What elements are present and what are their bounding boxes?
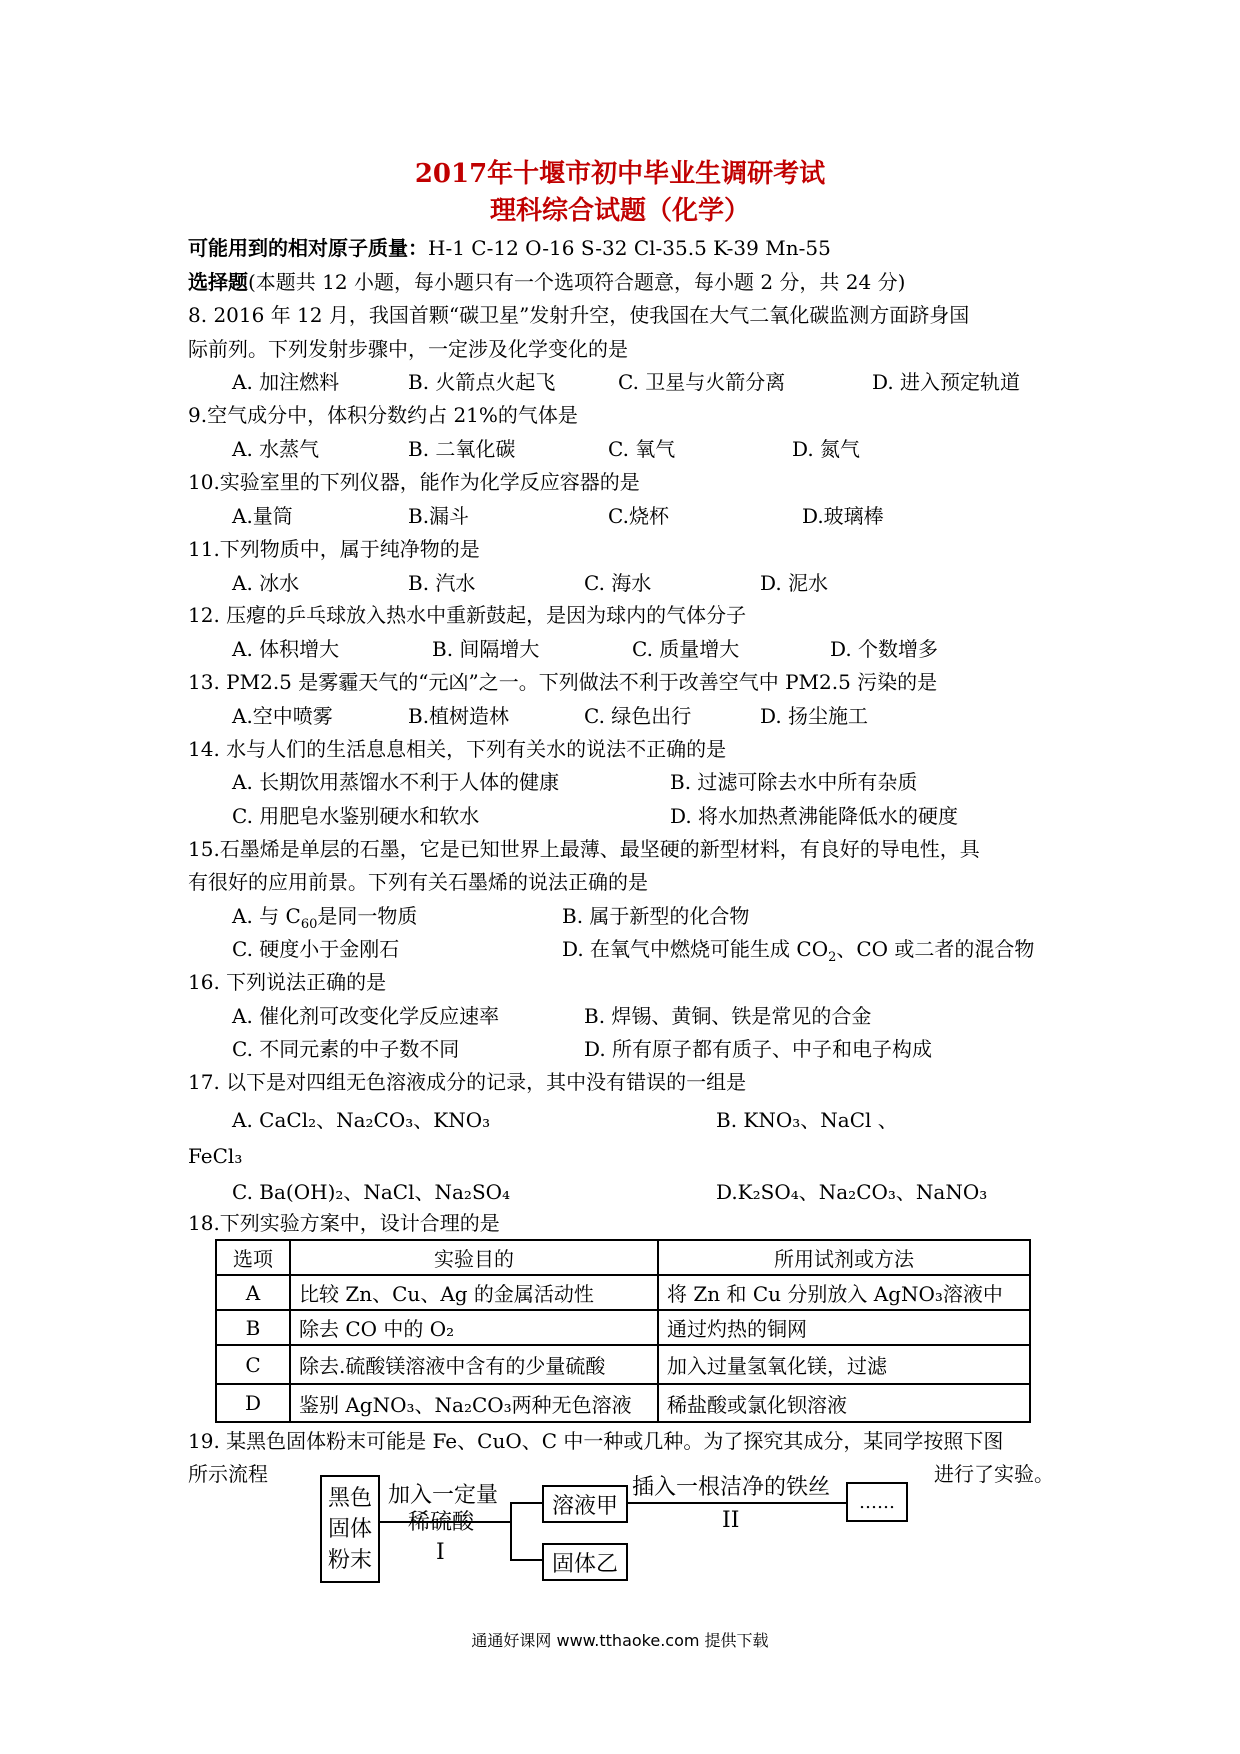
table-header-purpose: 实验目的 <box>290 1240 658 1275</box>
q8-stem-1: 8. 2016 年 12 月，我国首颗“碳卫星”发射升空，使我国在大气二氧化碳监测方面跻身国 <box>188 303 970 327</box>
q9-stem: 9.空气成分中，体积分数约占 21%的气体是 <box>188 403 578 427</box>
flow-arrow-step2 <box>628 1502 846 1504</box>
q19-stem-1: 19. 某黑色固体粉末可能是 Fe、CuO、C 中一种或几种。为了探究其成分，某同学按照下图 <box>188 1429 1004 1453</box>
q16-option-d: D. 所有原子都有质子、中子和电子构成 <box>584 1037 933 1061</box>
q16-stem: 16. 下列说法正确的是 <box>188 970 387 994</box>
q17-option-b-continued: FeCl₃ <box>188 1144 243 1168</box>
table-cell-purpose: 比较 Zn、Cu、Ag 的金属活动性 <box>290 1275 658 1310</box>
q12-option-b: B. 间隔增大 <box>432 637 540 661</box>
flow-box-black-powder-label: 黑色固体粉末 <box>327 1485 372 1573</box>
q15-option-c: C. 硬度小于金刚石 <box>232 937 400 961</box>
section-header <box>188 269 905 295</box>
table-header-option: 选项 <box>216 1240 290 1275</box>
table-row <box>216 1384 1030 1422</box>
flow-branch-to-solid <box>510 1559 542 1561</box>
experiment-table <box>215 1239 1031 1423</box>
q11-option-c: C. 海水 <box>584 571 652 595</box>
q16-option-a: A. 催化剂可改变化学反应速率 <box>232 1004 500 1028</box>
q15-option-a-subscript: 60 <box>300 917 318 932</box>
q10-option-d: D.玻璃棒 <box>802 504 884 528</box>
q14-option-a: A. 长期饮用蒸馏水不利于人体的健康 <box>232 770 560 794</box>
atomic-mass-line <box>188 235 831 261</box>
q17-stem: 17. 以下是对四组无色溶液成分的记录，其中没有错误的一组是 <box>188 1070 747 1094</box>
table-cell-method: 加入过量氢氧化镁，过滤 <box>658 1345 1030 1384</box>
q12-option-c: C. 质量增大 <box>632 637 740 661</box>
q15-option-a <box>232 903 417 938</box>
q13-option-a: A.空中喷雾 <box>232 704 333 728</box>
table-cell-method: 通过灼热的铜网 <box>658 1310 1030 1345</box>
q11-option-d: D. 泥水 <box>760 571 829 595</box>
flow-step2-number: II <box>722 1508 740 1533</box>
q17-option-a: A. CaCl₂、Na₂CO₃、KNO₃ <box>232 1108 491 1132</box>
q14-option-c: C. 用肥皂水鉴别硬水和软水 <box>232 804 480 828</box>
q8-option-a: A. 加注燃料 <box>232 370 340 394</box>
q12-option-a: A. 体积增大 <box>232 637 340 661</box>
flow-step1-number: I <box>436 1540 445 1565</box>
q10-option-b: B.漏斗 <box>408 504 470 528</box>
q18-stem: 18.下列实验方案中，设计合理的是 <box>188 1211 500 1235</box>
table-row <box>216 1345 1030 1384</box>
flow-box-black-powder <box>320 1475 380 1583</box>
q13-option-c: C. 绿色出行 <box>584 704 692 728</box>
q13-option-b: B.植树造林 <box>408 704 510 728</box>
q11-option-a: A. 冰水 <box>232 571 300 595</box>
q17-option-d: D.K₂SO₄、Na₂CO₃、NaNO₃ <box>716 1180 988 1204</box>
atomic-mass-label: 可能用到的相对原子质量： <box>188 236 428 260</box>
table-cell-option: D <box>216 1384 290 1422</box>
q10-option-c: C.烧杯 <box>608 504 669 528</box>
flow-box-solid-b: 固体乙 <box>542 1543 628 1581</box>
q13-option-d: D. 扬尘施工 <box>760 704 869 728</box>
table-cell-option: A <box>216 1275 290 1310</box>
exam-title: 2017年十堰市初中毕业生调研考试 <box>414 159 826 189</box>
footer-source: 通通好课网 www.tthaoke.com 提供下载 <box>471 1631 769 1650</box>
q15-option-d-subscript: 2 <box>828 950 837 965</box>
q17-option-b: B. KNO₃、NaCl 、 <box>716 1108 898 1132</box>
q13-stem: 13. PM2.5 是雾霾天气的“元凶”之一。下列做法不利于改善空气中 PM2.5 污染的是 <box>188 670 938 694</box>
q16-option-c: C. 不同元素的中子数不同 <box>232 1037 460 1061</box>
section-description: (本题共 12 小题，每小题只有一个选项符合题意，每小题 2 分，共 24 分) <box>248 270 906 294</box>
table-cell-purpose: 除去.硫酸镁溶液中含有的少量硫酸 <box>290 1345 658 1384</box>
q8-stem-2: 际前列。下列发射步骤中，一定涉及化学变化的是 <box>188 337 628 361</box>
q15-option-b: B. 属于新型的化合物 <box>562 904 750 928</box>
table-cell-option: B <box>216 1310 290 1345</box>
table-row <box>216 1275 1030 1310</box>
q10-stem: 10.实验室里的下列仪器，能作为化学反应容器的是 <box>188 470 640 494</box>
section-label: 选择题 <box>188 270 248 294</box>
flow-branch-to-solution <box>510 1502 542 1504</box>
q12-option-d: D. 个数增多 <box>830 637 939 661</box>
flow-box-ellipsis: …… <box>846 1482 908 1522</box>
q11-stem: 11.下列物质中，属于纯净物的是 <box>188 537 480 561</box>
table-cell-method: 稀盐酸或氯化钡溶液 <box>658 1384 1030 1422</box>
q8-option-c: C. 卫星与火箭分离 <box>618 370 786 394</box>
q9-option-b: B. 二氧化碳 <box>408 437 516 461</box>
q16-option-b: B. 焊锡、黄铜、铁是常见的合金 <box>584 1004 872 1028</box>
q14-stem: 14. 水与人们的生活息息相关，下列有关水的说法不正确的是 <box>188 737 727 761</box>
table-cell-purpose: 除去 CO 中的 O₂ <box>290 1310 658 1345</box>
flow-step1-reagent-line1: 加入一定量 <box>388 1483 499 1508</box>
table-cell-purpose: 鉴别 AgNO₃、Na₂CO₃两种无色溶液 <box>290 1384 658 1422</box>
q15-option-a-text-end: 是同一物质 <box>317 904 418 928</box>
q9-option-a: A. 水蒸气 <box>232 437 320 461</box>
q17-option-c: C. Ba(OH)₂、NaCl、Na₂SO₄ <box>232 1180 511 1204</box>
q10-option-a: A.量筒 <box>232 504 293 528</box>
table-header-method: 所用试剂或方法 <box>658 1240 1030 1275</box>
exam-subtitle: 理科综合试题（化学） <box>489 196 750 226</box>
q15-option-a-text: A. 与 C <box>232 904 301 928</box>
q9-option-c: C. 氧气 <box>608 437 676 461</box>
flow-branch-vertical <box>510 1502 512 1560</box>
q15-option-d <box>562 936 1034 971</box>
q11-option-b: B. 汽水 <box>408 571 476 595</box>
q14-option-b: B. 过滤可除去水中所有杂质 <box>670 770 918 794</box>
q9-option-d: D. 氮气 <box>792 437 861 461</box>
q15-option-d-text-end: 、CO 或二者的混合物 <box>836 937 1035 961</box>
flow-box-solution-a: 溶液甲 <box>542 1485 628 1523</box>
q12-stem: 12. 压瘪的乒乓球放入热水中重新鼓起，是因为球内的气体分子 <box>188 603 747 627</box>
q15-stem-2: 有很好的应用前景。下列有关石墨烯的说法正确的是 <box>188 870 648 894</box>
q8-option-d: D. 进入预定轨道 <box>872 370 1021 394</box>
q15-option-d-text: D. 在氧气中燃烧可能生成 CO <box>562 937 829 961</box>
table-cell-method: 将 Zn 和 Cu 分别放入 AgNO₃溶液中 <box>658 1275 1030 1310</box>
flow-step2-action: 插入一根洁净的铁丝 <box>632 1475 831 1500</box>
atomic-mass-values: H-1 C-12 O-16 S-32 Cl-35.5 K-39 Mn-55 <box>428 236 831 260</box>
q8-option-b: B. 火箭点火起飞 <box>408 370 556 394</box>
q15-stem-1: 15.石墨烯是单层的石墨，它是已知世界上最薄、最坚硬的新型材料，有良好的导电性，具 <box>188 837 980 861</box>
q14-option-d: D. 将水加热煮沸能降低水的硬度 <box>670 804 959 828</box>
table-header-row <box>216 1240 1030 1275</box>
q19-stem-2b: 进行了实验。 <box>934 1462 1054 1486</box>
q19-stem-2a: 所示流程 <box>188 1462 268 1486</box>
table-cell-option: C <box>216 1345 290 1384</box>
flow-step1-reagent-line2: 稀硫酸 <box>408 1510 475 1535</box>
table-row <box>216 1310 1030 1345</box>
